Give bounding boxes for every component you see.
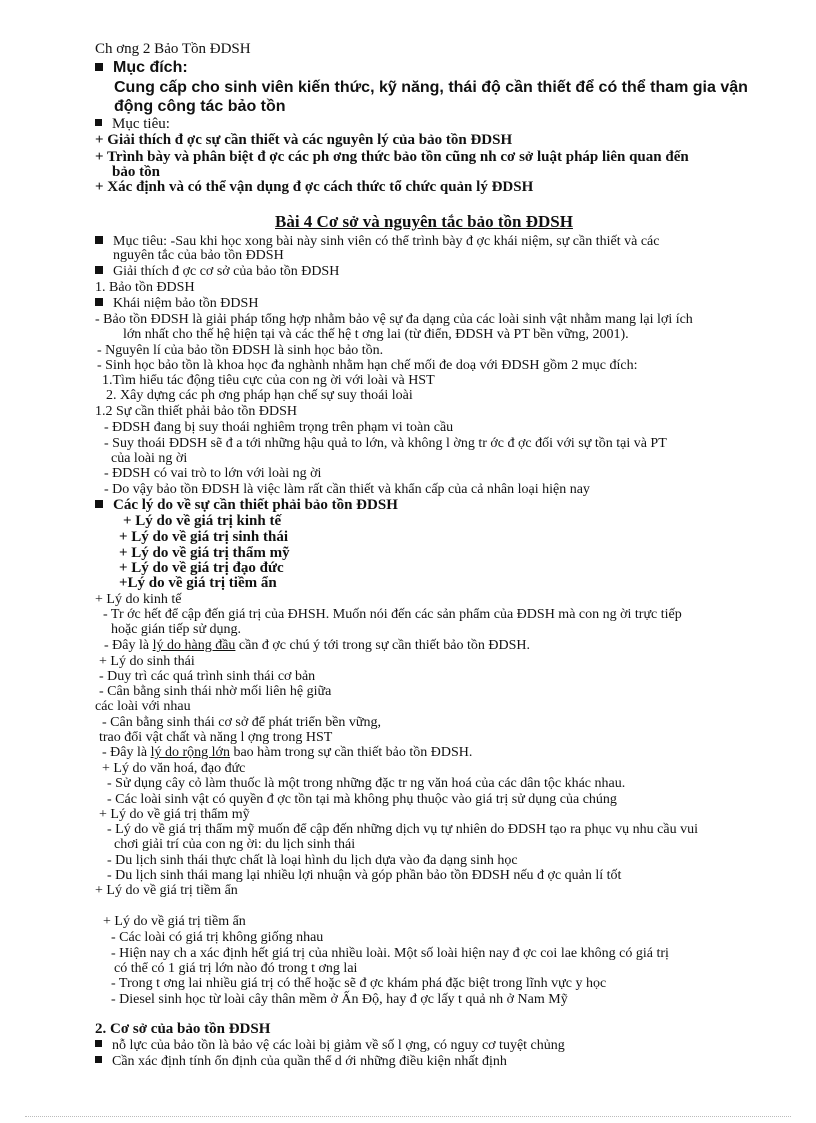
intro-objective: Mục tiêu: -Sau khi học xong bài này sinh viên có thể trình bày đ ợc khái niệm, sự cần thiết và các: [95, 234, 659, 249]
text-line: hoặc gián tiếp sử dụng.: [111, 622, 242, 637]
concept-heading: Khái niệm bảo tồn ĐDSH: [95, 296, 258, 311]
hidden-heading-repeat: + Lý do về giá trị tiềm ẩn: [103, 914, 246, 929]
reasons-heading: Các lý do về sự cần thiết phải bảo tồn ĐDSH: [95, 498, 398, 513]
econ-heading: + Lý do kinh tế: [95, 592, 182, 607]
text-line: trao đổi vật chất và năng l ợng trong HST: [99, 730, 333, 745]
text-line: các loài với nhau: [95, 699, 191, 714]
text-line: của loài ng ời: [111, 451, 188, 466]
page-bottom-divider: [25, 1116, 791, 1117]
eco-heading: + Lý do sinh thái: [99, 654, 195, 669]
reason-item: + Lý do về giá trị sinh thái: [119, 529, 288, 545]
text-line: - ĐDSH đang bị suy thoái nghiêm trọng trên phạm vi toàn cầu: [104, 420, 454, 435]
text-line: - Lý do về giá trị thẩm mỹ muốn để cập đến những dịch vụ tự nhiên do ĐDSH tạo ra phục vụ nhu cầu vui: [107, 822, 699, 837]
goal-item: + Trình bày và phân biệt đ ợc các ph ơng thức bảo tồn cũng nh cơ sở luật pháp liên quan đến: [95, 149, 689, 165]
hidden-heading: + Lý do về giá trị tiềm ẩn: [95, 883, 238, 898]
text-line: có thể có 1 giá trị lớn nào đó trong t ơng lai: [114, 961, 358, 976]
reason-item: + Lý do về giá trị kinh tế: [123, 513, 282, 529]
text-line: - Tr ớc hết để cập đến giá trị của ĐHSH. Muốn nói đến các sản phẩm của ĐDSH mà con ng ời trực tiếp: [103, 607, 682, 622]
text-line: lớn nhất cho thế hệ hiện tại và các thế hệ t ơng lai (từ điển, ĐDSH và PT bền vững, 2001).: [123, 327, 629, 342]
text-line: - Diesel sinh học từ loài cây thân mềm ở Ấn Độ, hay đ ợc lấy t quả nh ở Nam Mỹ: [111, 992, 568, 1007]
econ-priority-line: - Đây là lý do hàng đầu cần đ ợc chú ý tới trong sự cần thiết bảo tồn ĐDSH.: [104, 638, 530, 653]
purpose-label: Mục đích:: [95, 60, 188, 75]
text-line: - Trong t ơng lai nhiều giá trị có thể hoặc sẽ đ ợc khám phá đặc biệt trong lĩnh vực y học: [111, 976, 607, 991]
text-line: - Sinh học bảo tồn là khoa học đa nghành nhằm hạn chế mối đe doạ với ĐDSH gồm 2 mục đích:: [97, 358, 638, 373]
goal-item: + Xác định và có thể vận dụng đ ợc cách thức tổ chức quản lý ĐDSH: [95, 179, 534, 195]
text-line: - Cân bằng sinh thái cơ sở để phát triển bền vững,: [102, 715, 382, 730]
text-line: - Cân bằng sinh thái nhờ mối liên hệ giữa: [99, 684, 332, 699]
aesthetic-heading: + Lý do về giá trị thẩm mỹ: [99, 807, 250, 822]
text-line: - Bảo tồn ĐDSH là giải pháp tổng hợp nhằm bảo vệ sự đa dạng của các loài sinh vật nhằm mang lại lợi ích: [95, 312, 693, 327]
goal-item: bảo tồn: [112, 164, 160, 180]
section-1-heading: 1. Bảo tồn ĐDSH: [95, 280, 195, 295]
reason-item: +Lý do về giá trị tiềm ẩn: [119, 575, 277, 591]
reason-item: + Lý do về giá trị thẩm mỹ: [119, 545, 290, 561]
text-line: - Duy trì các quá trình sinh thái cơ bản: [99, 669, 316, 684]
text-line: - Các loài có giá trị không giống nhau: [111, 930, 324, 945]
text-line: - Du lịch sinh thái mang lại nhiều lợi nhuận và góp phần bảo tồn ĐDSH nếu đ ợc quản lí tốt: [107, 868, 622, 883]
text-line: 2. Xây dựng các ph ơng pháp hạn chế sự suy thoái loài: [106, 388, 413, 403]
text-line: chơi giải trí của con ng ời: du lịch sinh thái: [114, 837, 356, 852]
text-line: 1.Tìm hiểu tác động tiêu cực của con ng ời với loài và HST: [102, 373, 435, 388]
text-line: - Các loài sinh vật có quyền đ ợc tồn tại mà không phụ thuộc vào giá trị sử dụng của chúng: [107, 792, 617, 807]
section-2-heading: 2. Cơ sở của bảo tồn ĐDSH: [95, 1021, 271, 1037]
text-line: - Do vậy bảo tồn ĐDSH là việc làm rất cần thiết và khẩn cấp của cả nhân loại hiện nay: [104, 482, 590, 497]
s2-item: nỗ lực của bảo tồn là bảo vệ các loài bị giảm về số l ợng, có nguy cơ tuyệt chủng: [95, 1038, 565, 1053]
intro-objective-cont: nguyên tắc của bảo tồn ĐDSH: [113, 248, 284, 263]
text-line: - Du lịch sinh thái thực chất là loại hình du lịch dựa vào đa dạng sinh học: [107, 853, 518, 868]
culture-heading: + Lý do văn hoá, đạo đức: [102, 761, 246, 776]
intro-explain: Giải thích đ ợc cơ sở của bảo tồn ĐDSH: [95, 264, 339, 279]
text-line: - Sử dụng cây cỏ làm thuốc là một trong những đặc tr ng văn hoá của các dân tộc khác nhau.: [107, 776, 626, 791]
chapter-title: Ch ơng 2 Bảo Tồn ĐDSH: [95, 41, 251, 57]
section-1-2-heading: 1.2 Sự cần thiết phải bảo tồn ĐDSH: [95, 404, 298, 419]
text-line: - Suy thoái ĐDSH sẽ đ a tới những hậu quả to lớn, và không l ờng tr ớc đ ợc đối với sự tồn tại và PT: [104, 436, 667, 451]
reason-item: + Lý do về giá trị đạo đức: [119, 560, 284, 576]
s2-item: Cần xác định tính ổn định của quần thể d ới những điều kiện nhất định: [95, 1054, 507, 1069]
eco-scope-line: - Đây là lý do rộng lớn bao hàm trong sự cần thiết bảo tồn ĐDSH.: [102, 745, 473, 760]
text-line: - Nguyên lí của bảo tồn ĐDSH là sinh học bảo tồn.: [97, 343, 384, 358]
text-line: - ĐDSH có vai trò to lớn với loài ng ời: [104, 466, 322, 481]
goal-item: + Giải thích đ ợc sự cần thiết và các nguyên lý của bảo tồn ĐDSH: [95, 132, 513, 148]
text-line: - Hiện nay ch a xác định hết giá trị của nhiều loài. Một số loài hiện nay đ ợc coi lae không có giá trị: [111, 946, 669, 961]
lesson-title: Bài 4 Cơ sở và nguyên tắc bảo tồn ĐDSH: [275, 212, 573, 231]
purpose-text: Cung cấp cho sinh viên kiến thức, kỹ năng, thái độ cần thiết để có thể tham gia vận động công tác bảo tồn: [114, 79, 748, 115]
goals-label: Mục tiêu:: [95, 117, 170, 132]
